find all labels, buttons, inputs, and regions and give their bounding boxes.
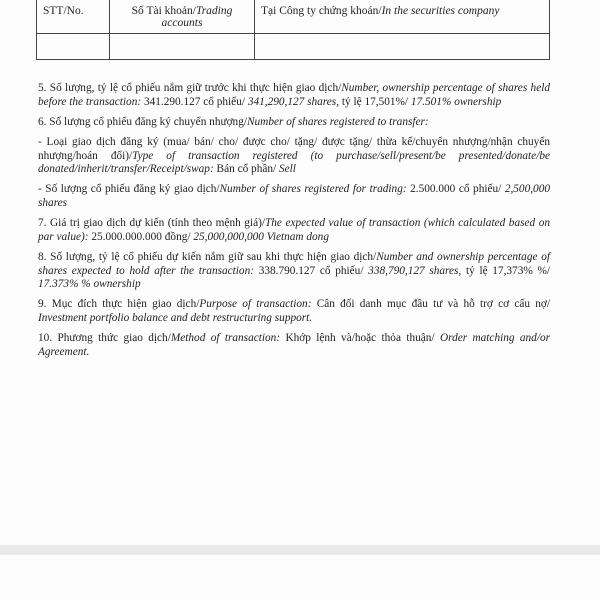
item-7-expected-value: 7. Giá trị giao dịch dự kiến (tính theo mệnh giá)/The expected value of transaction (which calculated based on par value): 25.000.000.000 đồng/ 25,000,000,000 Vietnam dong (38, 217, 550, 243)
item-10-method: 10. Phương thức giao dịch/Method of transaction: Khớp lệnh và/hoặc thỏa thuận/ Order matching and/or Agreement. (38, 332, 551, 358)
trading-accounts-table (36, 0, 550, 60)
table-cell (37, 34, 110, 60)
next-page (0, 555, 600, 600)
page-separator (0, 545, 600, 555)
item-6a-transaction-type: - Loại giao dịch đăng ký (mua/ bán/ cho/ được cho/ tặng/ được tặng/ thừa kế/chuyển nhượng/nhận chuyển nhượng/hoán đổi)/Type of transaction registered (to purchase/sell/present/be presented/donate/be donated/inherit/transfer/Receipt/swap: Bán cổ phần/ Sell (38, 135, 550, 176)
table-header-row (37, 0, 550, 34)
table-cell (110, 34, 255, 60)
item-9-purpose: 9. Mục đích thực hiện giao dịch/Purpose of transaction: Cân đối danh mục đầu tư và hỗ trợ cơ cấu nợ/ Investment portfolio balance and debt restructuring support. (38, 298, 550, 324)
item-5-shares-before: 5. Số lượng, tỷ lệ cổ phiếu nắm giữ trước khi thực hiện giao dịch/Number, ownership percentage of shares held before the transaction: 341.290.127 cổ phiếu/ 341,290,127 shares, tỷ lệ 17,501%/ 17.501% ownership (38, 82, 550, 108)
header-stt: STT/No. (37, 0, 110, 34)
item-6b-shares-registered: - Số lượng cổ phiếu đăng ký giao dịch/Number of shares registered for trading: 2.500.000 cổ phiếu/ 2,500,000 shares (38, 183, 550, 209)
header-company: Tại Công ty chứng khoán/In the securities company (255, 0, 550, 34)
table-cell (255, 34, 550, 60)
document-body (38, 82, 550, 366)
header-account: Số Tài khoản/Trading accounts (110, 0, 255, 34)
table-row (37, 34, 550, 60)
item-6-shares-to-transfer: 6. Số lượng cổ phiếu đăng ký chuyển nhượng/Number of shares registered to transfer: (38, 115, 429, 128)
item-8-shares-after: 8. Số lượng, tỷ lệ cổ phiếu dự kiến nắm giữ sau khi thực hiện giao dịch/Number and ownership percentage of shares expected to hold after the transaction: 338.790.127 cổ phiếu/ 338,790,127 shares, tỷ lệ 17,373% %/ 17.373% % ownership (38, 250, 551, 291)
